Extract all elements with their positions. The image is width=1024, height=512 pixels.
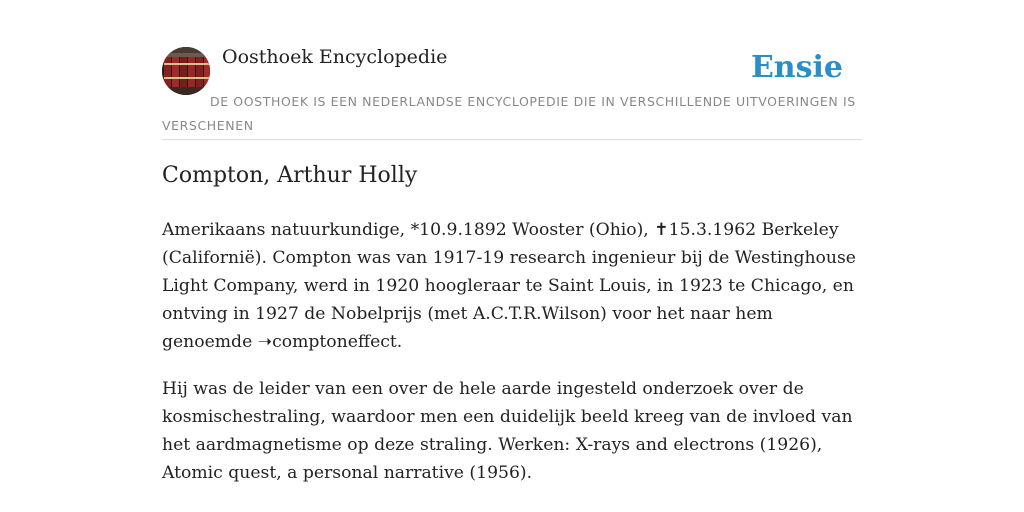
paragraph-text: Amerikaans natuurkundige, *10.9.1892 Wooster (Ohio), ✝15.3.1962 Berkeley (Californië). Compton was van 1917-19 research ingenieur bij de Westinghouse Light Company, werd in 1920 hoogleraar te Saint Louis, in 1923 te Chicago, en ontving in 1927 de Nobelprijs (met A.C.T.R.Wilson) voor het naar hem genoemde — [162, 220, 856, 352]
site-name[interactable]: Oosthoek Encyclopedie — [222, 46, 448, 68]
article-body — [162, 216, 862, 506]
site-header — [162, 0, 862, 140]
brand-logo-link[interactable]: Ensie — [750, 50, 843, 85]
site-tagline: DE OOSTHOEK IS EEN NEDERLANDSE ENCYCLOPEDIE DIE IN VERSCHILLENDE UITVOERINGEN IS VERSCHENEN — [162, 94, 856, 133]
comptoneffect-link[interactable]: ➝comptoneffect — [257, 332, 397, 352]
article-paragraph — [162, 216, 862, 356]
paragraph-text-end: . — [396, 332, 403, 352]
page-container — [162, 0, 862, 483]
article-title: Compton, Arthur Holly — [162, 163, 418, 188]
encyclopedia-books-icon[interactable] — [162, 47, 210, 95]
article-paragraph: Hij was de leider van een over de hele aarde ingesteld onderzoek over de kosmischestraling, waardoor men een duidelijk beeld kreeg van de invloed van het aardmagnetisme op deze straling. Werken: X-rays and electrons (1926), Atomic quest, a personal narrative (1956). — [162, 379, 853, 483]
